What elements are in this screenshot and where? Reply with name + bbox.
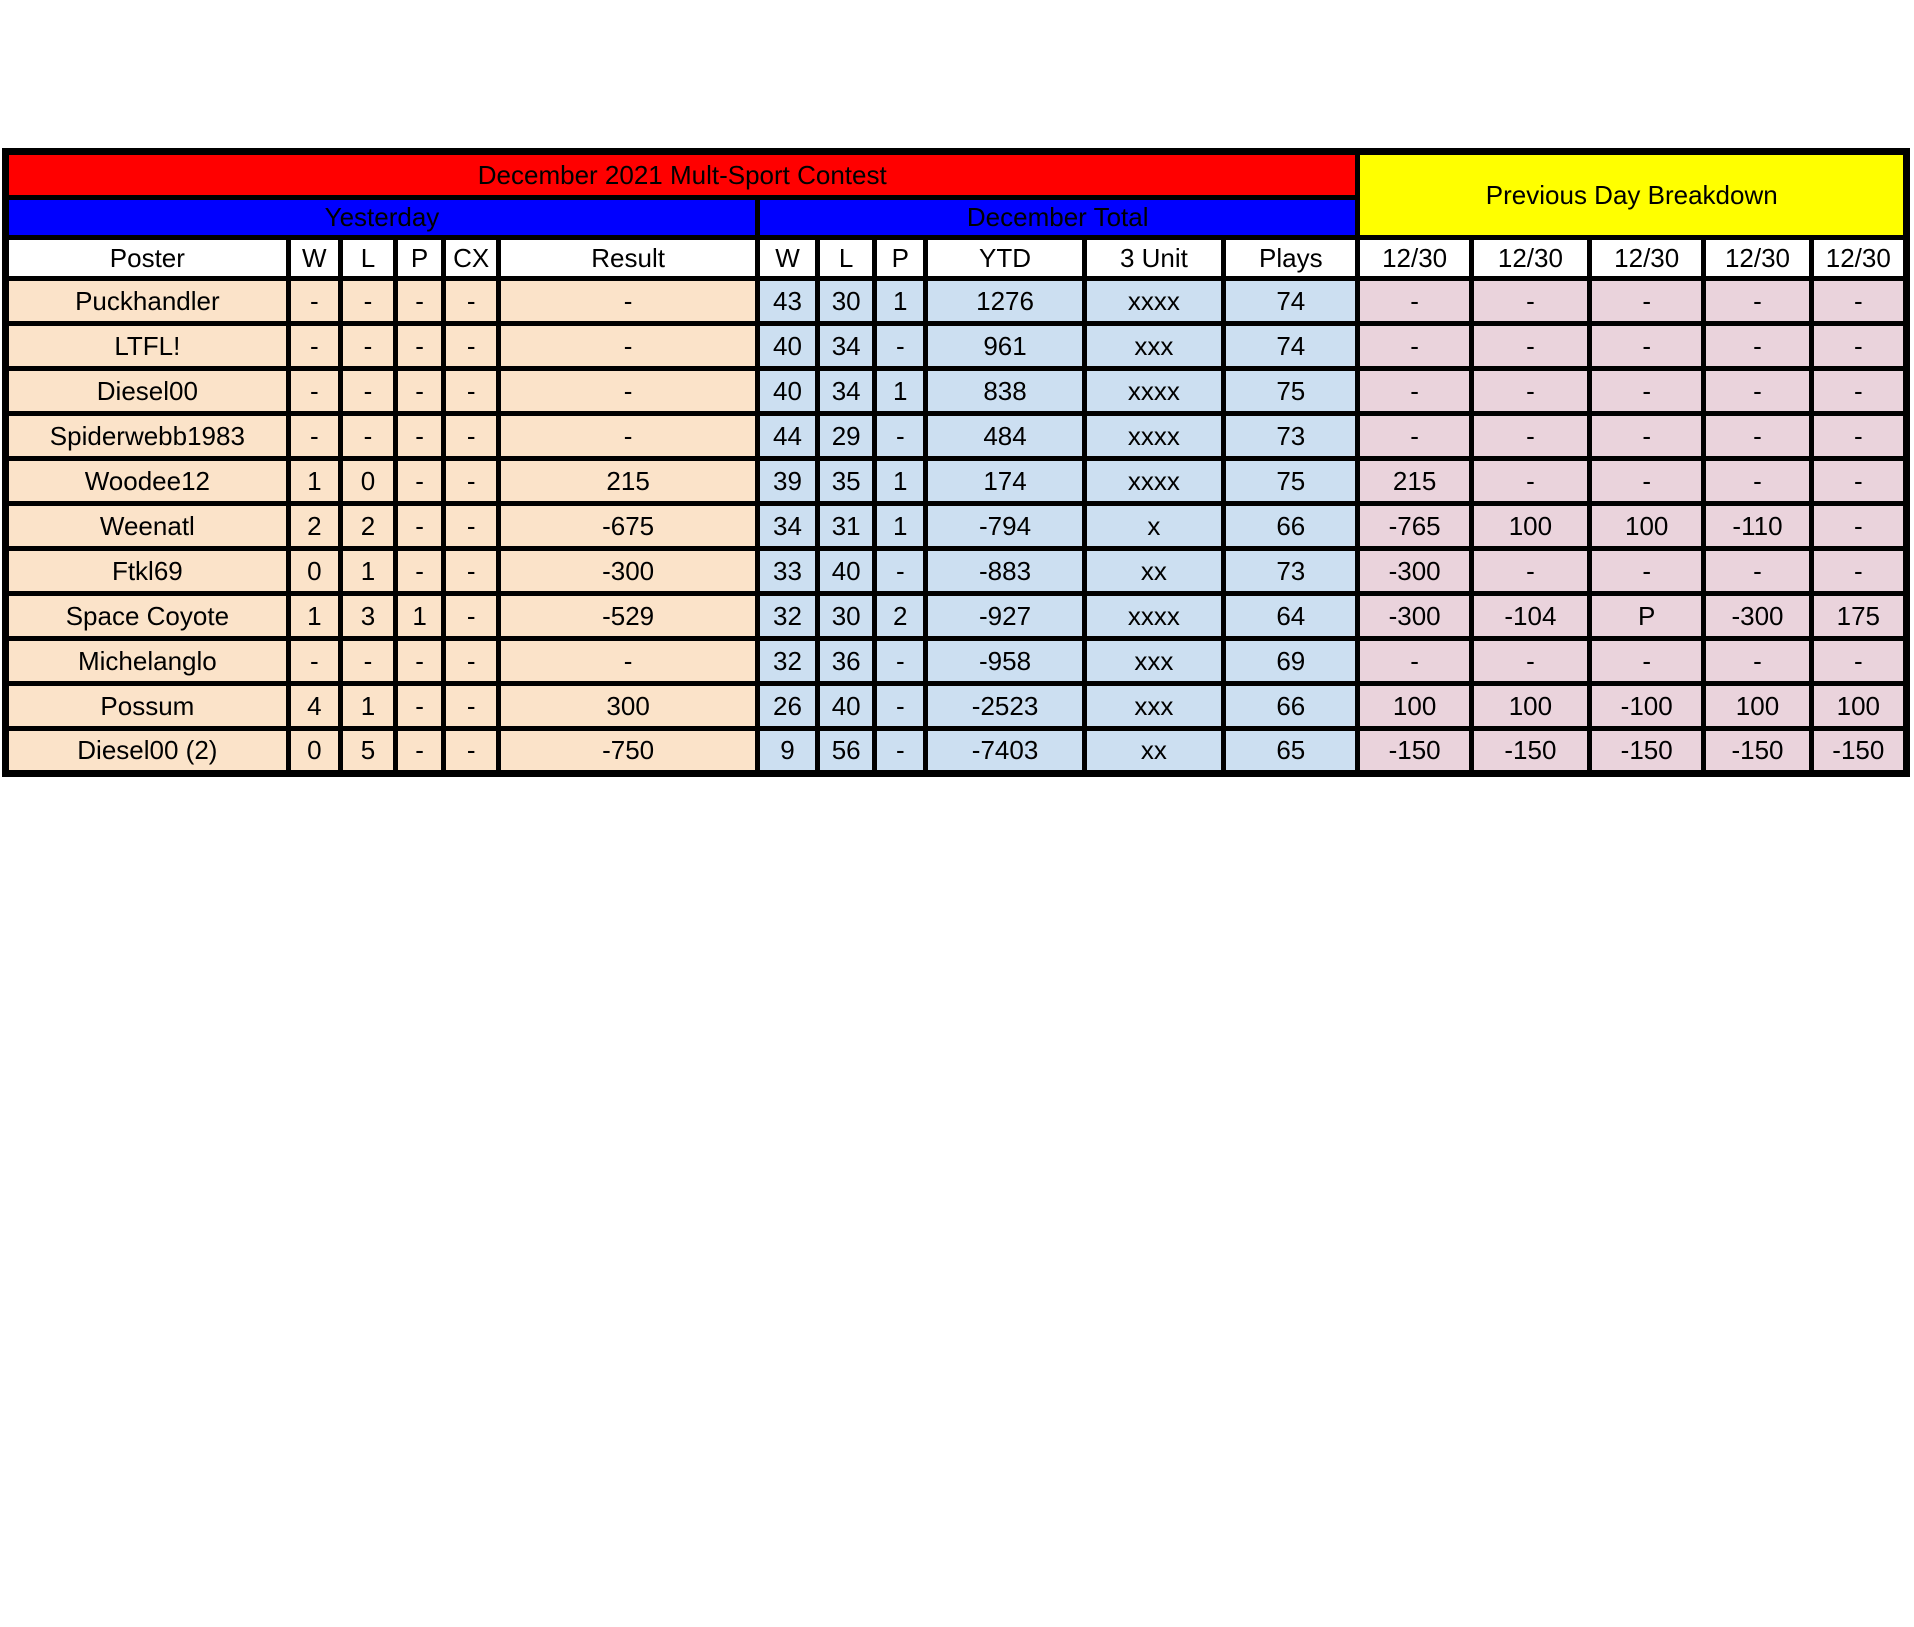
december-cell: 1 <box>875 279 926 324</box>
december-cell: 34 <box>757 504 817 549</box>
yesterday-cell: 0 <box>288 549 340 594</box>
yesterday-cell: - <box>396 549 444 594</box>
col-header-date-3: 12/30 <box>1590 238 1704 279</box>
table-row <box>6 369 1907 414</box>
december-cell: -958 <box>926 639 1084 684</box>
poster-cell: Weenatl <box>6 504 289 549</box>
yesterday-cell: - <box>288 414 340 459</box>
yesterday-cell: - <box>499 369 758 414</box>
previous-cell: -300 <box>1358 549 1471 594</box>
yesterday-cell: - <box>288 639 340 684</box>
december-cell: 2 <box>875 594 926 639</box>
december-cell: -794 <box>926 504 1084 549</box>
previous-cell: - <box>1590 639 1704 684</box>
yesterday-cell: 1 <box>288 594 340 639</box>
december-cell: 56 <box>818 729 875 774</box>
december-cell: 44 <box>757 414 817 459</box>
yesterday-cell: 2 <box>340 504 395 549</box>
december-cell: 40 <box>818 684 875 729</box>
december-cell: 34 <box>818 369 875 414</box>
yesterday-cell: 1 <box>288 459 340 504</box>
yesterday-cell: - <box>396 324 444 369</box>
column-header-row <box>6 238 1907 279</box>
december-cell: 65 <box>1224 729 1358 774</box>
december-cell: xx <box>1084 729 1223 774</box>
col-header-december-plays: Plays <box>1224 238 1358 279</box>
yesterday-cell: - <box>396 279 444 324</box>
december-cell: - <box>875 324 926 369</box>
previous-cell: - <box>1811 459 1906 504</box>
december-cell: 66 <box>1224 504 1358 549</box>
col-header-december-p: P <box>875 238 926 279</box>
col-header-date-2: 12/30 <box>1471 238 1589 279</box>
december-cell: 36 <box>818 639 875 684</box>
table-row <box>6 324 1907 369</box>
previous-cell: - <box>1704 324 1811 369</box>
yesterday-cell: 1 <box>396 594 444 639</box>
previous-cell: - <box>1811 549 1906 594</box>
yesterday-cell: - <box>444 684 499 729</box>
yesterday-cell: 215 <box>499 459 758 504</box>
yesterday-cell: 1 <box>340 549 395 594</box>
col-header-date-1: 12/30 <box>1358 238 1471 279</box>
yesterday-cell: -675 <box>499 504 758 549</box>
section-december-total: December Total <box>757 198 1358 238</box>
previous-cell: - <box>1358 414 1471 459</box>
table-row <box>6 504 1907 549</box>
previous-cell: -150 <box>1471 729 1589 774</box>
previous-cell: - <box>1471 549 1589 594</box>
previous-cell: - <box>1358 639 1471 684</box>
december-cell: 29 <box>818 414 875 459</box>
yesterday-cell: - <box>396 639 444 684</box>
yesterday-cell: - <box>340 369 395 414</box>
december-cell: 1 <box>875 459 926 504</box>
previous-cell: - <box>1471 279 1589 324</box>
december-cell: 40 <box>757 324 817 369</box>
previous-cell: - <box>1811 504 1906 549</box>
previous-cell: 100 <box>1704 684 1811 729</box>
previous-cell: -150 <box>1358 729 1471 774</box>
december-cell: - <box>875 684 926 729</box>
previous-cell: - <box>1811 369 1906 414</box>
previous-cell: - <box>1704 639 1811 684</box>
col-header-december-w: W <box>757 238 817 279</box>
december-cell: 30 <box>818 594 875 639</box>
previous-cell: - <box>1704 549 1811 594</box>
previous-cell: - <box>1590 549 1704 594</box>
december-cell: 43 <box>757 279 817 324</box>
yesterday-cell: - <box>499 279 758 324</box>
december-cell: 9 <box>757 729 817 774</box>
december-cell: -7403 <box>926 729 1084 774</box>
previous-cell: 100 <box>1471 504 1589 549</box>
table-body <box>6 279 1907 774</box>
yesterday-cell: - <box>396 369 444 414</box>
yesterday-cell: - <box>444 459 499 504</box>
previous-cell: - <box>1358 369 1471 414</box>
december-cell: 1 <box>875 369 926 414</box>
december-cell: xxxx <box>1084 369 1223 414</box>
december-cell: 74 <box>1224 324 1358 369</box>
yesterday-cell: - <box>444 324 499 369</box>
yesterday-cell: - <box>444 504 499 549</box>
previous-cell: - <box>1471 369 1589 414</box>
yesterday-cell: - <box>396 459 444 504</box>
december-cell: xxxx <box>1084 414 1223 459</box>
previous-cell: -100 <box>1590 684 1704 729</box>
previous-cell: - <box>1811 414 1906 459</box>
december-cell: 26 <box>757 684 817 729</box>
previous-cell: - <box>1704 369 1811 414</box>
yesterday-cell: - <box>444 414 499 459</box>
section-previous-day: Previous Day Breakdown <box>1358 152 1907 238</box>
previous-cell: - <box>1358 279 1471 324</box>
yesterday-cell: - <box>340 324 395 369</box>
december-cell: 69 <box>1224 639 1358 684</box>
previous-cell: -104 <box>1471 594 1589 639</box>
yesterday-cell: 0 <box>340 459 395 504</box>
previous-cell: - <box>1704 459 1811 504</box>
december-cell: 961 <box>926 324 1084 369</box>
december-cell: 73 <box>1224 414 1358 459</box>
december-cell: 33 <box>757 549 817 594</box>
yesterday-cell: - <box>499 324 758 369</box>
yesterday-cell: -529 <box>499 594 758 639</box>
december-cell: 73 <box>1224 549 1358 594</box>
previous-cell: - <box>1704 414 1811 459</box>
table-row <box>6 594 1907 639</box>
poster-cell: Possum <box>6 684 289 729</box>
previous-cell: 100 <box>1471 684 1589 729</box>
contest-title: December 2021 Mult-Sport Contest <box>6 152 1358 198</box>
yesterday-cell: - <box>444 594 499 639</box>
col-header-december-3unit: 3 Unit <box>1084 238 1223 279</box>
yesterday-cell: - <box>396 414 444 459</box>
december-cell: - <box>875 639 926 684</box>
yesterday-cell: - <box>288 279 340 324</box>
poster-cell: Diesel00 <box>6 369 289 414</box>
yesterday-cell: 4 <box>288 684 340 729</box>
december-cell: xxx <box>1084 324 1223 369</box>
previous-cell: - <box>1358 324 1471 369</box>
yesterday-cell: - <box>396 504 444 549</box>
previous-cell: - <box>1811 639 1906 684</box>
yesterday-cell: - <box>444 369 499 414</box>
december-cell: 32 <box>757 594 817 639</box>
december-cell: 32 <box>757 639 817 684</box>
yesterday-cell: - <box>444 549 499 594</box>
poster-cell: Diesel00 (2) <box>6 729 289 774</box>
table-row <box>6 459 1907 504</box>
poster-cell: LTFL! <box>6 324 289 369</box>
col-header-yesterday-l: L <box>340 238 395 279</box>
december-cell: 66 <box>1224 684 1358 729</box>
yesterday-cell: 3 <box>340 594 395 639</box>
december-cell: 30 <box>818 279 875 324</box>
december-cell: 39 <box>757 459 817 504</box>
previous-cell: 100 <box>1811 684 1906 729</box>
yesterday-cell: - <box>288 369 340 414</box>
table-row <box>6 414 1907 459</box>
december-cell: 31 <box>818 504 875 549</box>
col-header-yesterday-result: Result <box>499 238 758 279</box>
col-header-yesterday-cx: CX <box>444 238 499 279</box>
december-cell: 35 <box>818 459 875 504</box>
yesterday-cell: -750 <box>499 729 758 774</box>
yesterday-cell: - <box>340 414 395 459</box>
december-cell: 74 <box>1224 279 1358 324</box>
previous-cell: 100 <box>1590 504 1704 549</box>
previous-cell: 100 <box>1358 684 1471 729</box>
previous-cell: -300 <box>1358 594 1471 639</box>
december-cell: 75 <box>1224 369 1358 414</box>
previous-cell: - <box>1590 369 1704 414</box>
december-cell: 838 <box>926 369 1084 414</box>
col-header-date-4: 12/30 <box>1704 238 1811 279</box>
december-cell: xxxx <box>1084 279 1223 324</box>
poster-cell: Michelanglo <box>6 639 289 684</box>
poster-cell: Puckhandler <box>6 279 289 324</box>
december-cell: 64 <box>1224 594 1358 639</box>
col-header-yesterday-w: W <box>288 238 340 279</box>
previous-cell: 215 <box>1358 459 1471 504</box>
yesterday-cell: - <box>288 324 340 369</box>
december-cell: 174 <box>926 459 1084 504</box>
previous-cell: -150 <box>1811 729 1906 774</box>
december-cell: 75 <box>1224 459 1358 504</box>
yesterday-cell: - <box>340 279 395 324</box>
yesterday-cell: 300 <box>499 684 758 729</box>
yesterday-cell: - <box>396 684 444 729</box>
yesterday-cell: 0 <box>288 729 340 774</box>
yesterday-cell: - <box>499 639 758 684</box>
december-cell: - <box>875 414 926 459</box>
december-cell: xxxx <box>1084 594 1223 639</box>
previous-cell: - <box>1590 279 1704 324</box>
poster-cell: Ftkl69 <box>6 549 289 594</box>
december-cell: - <box>875 729 926 774</box>
previous-cell: -300 <box>1704 594 1811 639</box>
previous-cell: -150 <box>1590 729 1704 774</box>
december-cell: xx <box>1084 549 1223 594</box>
december-cell: xxxx <box>1084 459 1223 504</box>
table-row <box>6 549 1907 594</box>
col-header-yesterday-p: P <box>396 238 444 279</box>
previous-cell: -110 <box>1704 504 1811 549</box>
december-cell: xxx <box>1084 639 1223 684</box>
previous-cell: P <box>1590 594 1704 639</box>
poster-cell: Spiderwebb1983 <box>6 414 289 459</box>
yesterday-cell: - <box>444 279 499 324</box>
yesterday-cell: - <box>499 414 758 459</box>
previous-cell: - <box>1704 279 1811 324</box>
previous-cell: - <box>1471 414 1589 459</box>
yesterday-cell: 2 <box>288 504 340 549</box>
december-cell: xxx <box>1084 684 1223 729</box>
previous-cell: - <box>1590 459 1704 504</box>
december-cell: 1276 <box>926 279 1084 324</box>
yesterday-cell: - <box>396 729 444 774</box>
december-cell: 34 <box>818 324 875 369</box>
col-header-poster: Poster <box>6 238 289 279</box>
previous-cell: - <box>1471 459 1589 504</box>
col-header-december-l: L <box>818 238 875 279</box>
previous-cell: - <box>1590 414 1704 459</box>
col-header-date-5: 12/30 <box>1811 238 1906 279</box>
december-cell: - <box>875 549 926 594</box>
december-cell: 40 <box>818 549 875 594</box>
previous-cell: - <box>1811 324 1906 369</box>
table-row <box>6 639 1907 684</box>
yesterday-cell: 1 <box>340 684 395 729</box>
previous-cell: 175 <box>1811 594 1906 639</box>
title-row <box>6 152 1907 198</box>
previous-cell: - <box>1811 279 1906 324</box>
december-cell: 40 <box>757 369 817 414</box>
december-cell: 1 <box>875 504 926 549</box>
poster-cell: Space Coyote <box>6 594 289 639</box>
section-yesterday: Yesterday <box>6 198 758 238</box>
col-header-december-ytd: YTD <box>926 238 1084 279</box>
table-row <box>6 729 1907 774</box>
yesterday-cell: 5 <box>340 729 395 774</box>
yesterday-cell: - <box>444 639 499 684</box>
table-row <box>6 279 1907 324</box>
contest-table <box>2 148 1910 777</box>
yesterday-cell: - <box>444 729 499 774</box>
previous-cell: - <box>1471 324 1589 369</box>
december-cell: -2523 <box>926 684 1084 729</box>
previous-cell: - <box>1471 639 1589 684</box>
table-row <box>6 684 1907 729</box>
poster-cell: Woodee12 <box>6 459 289 504</box>
december-cell: -927 <box>926 594 1084 639</box>
previous-cell: -150 <box>1704 729 1811 774</box>
december-cell: x <box>1084 504 1223 549</box>
yesterday-cell: - <box>340 639 395 684</box>
december-cell: -883 <box>926 549 1084 594</box>
previous-cell: - <box>1590 324 1704 369</box>
previous-cell: -765 <box>1358 504 1471 549</box>
yesterday-cell: -300 <box>499 549 758 594</box>
december-cell: 484 <box>926 414 1084 459</box>
